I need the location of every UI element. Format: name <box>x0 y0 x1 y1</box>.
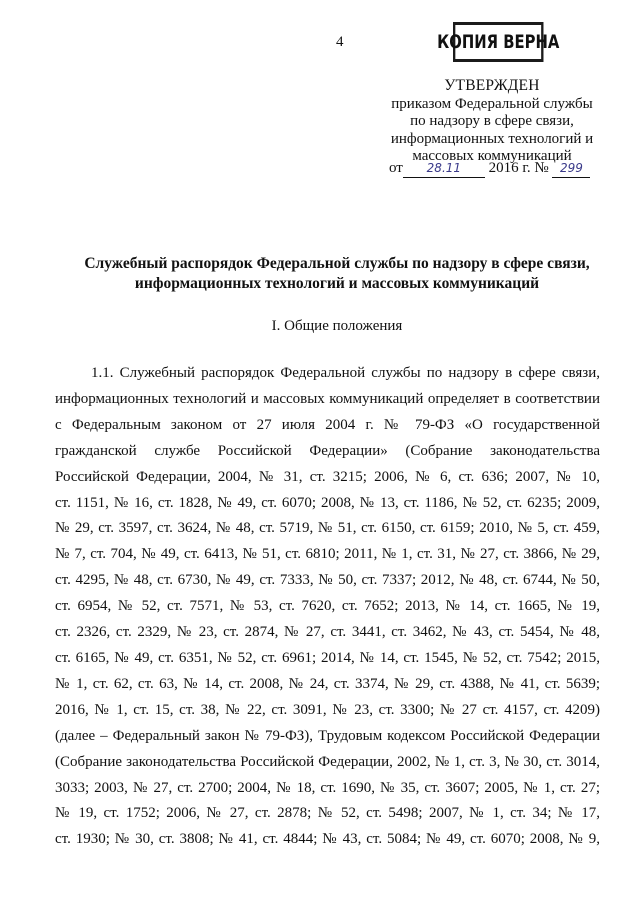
document-title-line: Служебный распорядок Федеральной службы по надзору в сфере связи, <box>84 255 590 272</box>
body-line: № 19, ст. 1752; 2006, № 27, ст. 2878; № 52, ст. 5498; 2007, № 1, ст. 34; № 17, <box>55 805 600 822</box>
body-line: ст. 6954, № 52, ст. 7571, № 53, ст. 7620, ст. 7652; 2013, № 14, ст. 1665, № 19, <box>55 598 600 615</box>
body-line: № 7, ст. 704, № 49, ст. 6413, № 51, ст. 6810; 2011, № 1, ст. 31, № 27, ст. 3866, № 29, <box>55 546 600 563</box>
year-text: 2016 г. № <box>488 160 549 176</box>
document-title-line: информационных технологий и массовых коммуникаций <box>134 275 540 292</box>
date-prefix: от <box>389 160 403 176</box>
page-number: 4 <box>336 34 344 50</box>
body-line: № 29, ст. 3597, ст. 3624, № 48, ст. 5719, № 51, ст. 6150, ст. 6159; 2010, № 5, ст. 459, <box>55 520 600 537</box>
body-line: ст. 6165, № 49, ст. 6351, № 52, ст. 6961; 2014, № 14, ст. 1545, № 52, ст. 7542; 2015, <box>55 649 600 666</box>
approval-line: информационных технологий и <box>390 130 594 147</box>
body-line: ст. 1151, № 16, ст. 1828, № 49, ст. 6070; 2008, № 13, ст. 1186, № 52, ст. 6235; 2009, <box>55 494 600 511</box>
body-line: № 1, ст. 62, ст. 63, № 14, ст. 2008, № 24, ст. 3374, № 29, ст. 4388, № 41, ст. 5639; <box>55 675 600 692</box>
body-line: ст. 1930; № 30, ст. 3808; № 41, ст. 4844; № 43, ст. 5084; № 49, ст. 6070; 2008, № 9, <box>55 831 600 848</box>
body-line: Российской Федерации, 2004, № 31, ст. 3215; 2006, № 6, ст. 636; 2007, № 10, <box>55 468 600 485</box>
number-field <box>552 160 590 178</box>
body-line: ст. 4295, № 48, ст. 6730, № 49, ст. 7333, № 50, ст. 7337; 2012, № 48, ст. 6744, № 50, <box>55 572 600 589</box>
body-paragraph <box>55 361 600 853</box>
body-line: гражданской службе Российской Федерации» (Собрание законодательства <box>55 442 600 459</box>
date-field <box>403 160 485 178</box>
approval-line: приказом Федеральной службы <box>391 95 593 112</box>
approval-title: УТВЕРЖДЕН <box>444 77 540 94</box>
body-line: 1.1. Служебный распорядок Федеральной службы по надзору в сфере связи, <box>91 365 600 381</box>
approval-line: по надзору в сфере связи, <box>410 113 574 129</box>
handwritten-number: 299 <box>559 161 583 175</box>
body-line: (далее – Федеральный закон № 79-ФЗ), Трудовым кодексом Российской Федерации <box>55 727 600 744</box>
body-line: 2016, № 1, ст. 15, ст. 38, № 22, ст. 3091, № 23, ст. 3300; № 27 ст. 4157, ст. 4209) <box>55 701 600 718</box>
approval-block <box>372 77 612 166</box>
document-title <box>72 254 602 294</box>
handwritten-date: 28.11 <box>426 161 462 175</box>
body-line: с Федеральным законом от 27 июля 2004 г. № 79-ФЗ «О государственной <box>55 416 600 433</box>
section-heading: I. Общие положения <box>271 318 403 334</box>
approval-line: массовых коммуникаций <box>412 148 572 164</box>
body-line: 3033; 2003, № 27, ст. 2700; 2004, № 18, ст. 1690, № 35, ст. 3607; 2005, № 1, ст. 27; <box>55 779 600 796</box>
body-line: (Собрание законодательства Российской Федерации, 2002, № 1, ст. 3, № 30, ст. 3014, <box>55 753 600 770</box>
approval-date-line <box>389 160 590 178</box>
certified-copy-stamp: КОПИЯ ВЕРНА <box>453 22 543 62</box>
body-line: ст. 2326, ст. 2329, № 23, ст. 2874, № 27, ст. 3441, ст. 3462, № 43, ст. 5454, № 48, <box>55 624 600 641</box>
body-line: информационных технологий и массовых коммуникаций определяет в соответствии <box>55 390 600 407</box>
